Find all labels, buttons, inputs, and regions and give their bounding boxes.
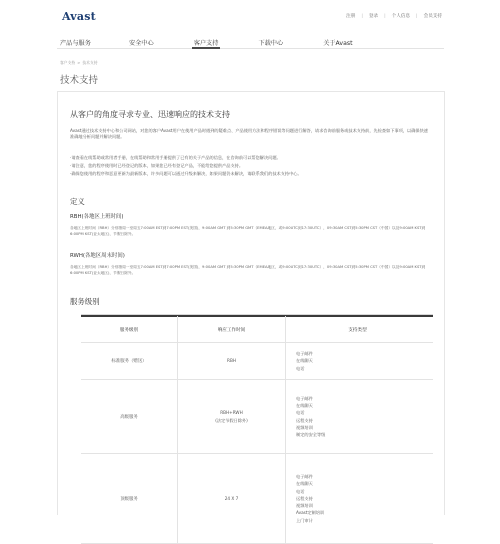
- rwh-title: RWH(各地区周末时间): [70, 253, 125, 259]
- hours-line: RBH+RWH: [220, 410, 243, 416]
- breadcrumb-separator: >: [77, 60, 81, 65]
- account-links: [346, 13, 442, 19]
- login-link[interactable]: 登录: [368, 14, 379, 19]
- support-type: 在线聊天: [296, 358, 313, 364]
- support-type: 在线聊天: [296, 403, 313, 409]
- nav-item-about[interactable]: 关于Avast: [323, 40, 353, 47]
- note-3: ·确保您使用的程序和恶意更新为最新版本，许多问题可以通过升级来解决，如果问题仍未解决，请联系我们的技术支持中心。: [70, 171, 302, 176]
- breadcrumb: [60, 60, 98, 66]
- profile-link[interactable]: 个人信息: [391, 14, 411, 19]
- note-2: ·请注意，您的程序使用时已经登记的版本，如果您已经有登记产品，不能给您提供产品支持。: [70, 163, 244, 168]
- column-header-types: 支持类型: [348, 327, 367, 333]
- hours-line: 24 X 7: [224, 495, 239, 501]
- service-level-table: [81, 314, 433, 544]
- register-link[interactable]: 注册: [346, 14, 356, 19]
- support-types-cell: [286, 454, 433, 543]
- support-type: 电话: [296, 365, 305, 371]
- main-nav: [57, 33, 444, 49]
- page-title: 技术支持: [60, 75, 99, 86]
- support-types-cell: [286, 343, 433, 379]
- top-bar: [0, 0, 500, 32]
- definitions-title: 定义: [70, 197, 85, 206]
- nav-item-downloads[interactable]: 下载中心: [258, 40, 284, 47]
- support-type: 视频培训: [296, 424, 313, 430]
- column-header-hours: 响应工作时间: [178, 316, 286, 344]
- table-header-row: [81, 315, 433, 343]
- service-level-cell: 顶级服务: [81, 454, 178, 543]
- support-type: 电话: [296, 410, 305, 416]
- support-type: 电子邮件: [296, 351, 313, 357]
- support-type: 电子邮件: [296, 395, 313, 401]
- nav-item-security-center[interactable]: 安全中心: [128, 40, 154, 47]
- support-type: 电话: [296, 488, 305, 494]
- support-type: 电子邮件: [296, 474, 313, 480]
- breadcrumb-support[interactable]: 客户支持: [60, 60, 76, 65]
- table-row: [81, 454, 433, 544]
- hours-line: RBH: [227, 358, 236, 364]
- avast-logo[interactable]: Avast: [62, 10, 96, 23]
- divider: |: [384, 13, 386, 19]
- service-level-title: 服务级别: [70, 297, 100, 306]
- support-type: 上门审计: [296, 517, 313, 523]
- member-support-link[interactable]: 会员支持: [423, 14, 442, 19]
- support-type: 视频培训: [296, 503, 313, 509]
- support-type: 制定的安全等级: [296, 431, 326, 437]
- content-panel: [57, 91, 445, 523]
- nav-item-products[interactable]: 产品与服务: [60, 40, 91, 47]
- support-types-cell: [286, 380, 433, 453]
- support-type: 远程支持: [296, 495, 313, 501]
- response-hours-cell: [178, 380, 286, 453]
- note-1: ·请查看在线帮助或常用者手册，在线帮助和常用手册提供了已有的关于产品的信息，在咨询前可以帮您解决问题。: [70, 155, 281, 160]
- breadcrumb-tech-support: 技术支持: [82, 60, 98, 65]
- nav-item-support[interactable]: 客户支持: [194, 33, 219, 48]
- support-type: 在线聊天: [296, 481, 313, 487]
- rwh-text: 各地区上班时间（RBH）分别指周一至周五7:00AM EST到7:00PM EST(美国)，9:00AM GMT 到5:30PM GMT（EMEA地区，或9:00UTC到17:30UTC），09:30AM CST到5:30PM CST（中国）以及9:00AM KST到6:00PM KST(亚太地区)，节假日除外。: [70, 265, 426, 276]
- divider: |: [361, 13, 363, 19]
- table-row: [81, 380, 433, 454]
- service-level-cell: 高级服务: [81, 380, 178, 453]
- support-type: 远程支持: [296, 417, 313, 423]
- column-header-level: 服务级别: [81, 316, 178, 344]
- lead-title: 从客户的角度寻求专业、迅速响应的技术支持: [70, 110, 230, 119]
- rbh-text: 各地区上班时间（RBH）分别指周一至周五7:00AM EST到7:00PM EST(美国)，9:00AM GMT 到5:30PM GMT（EMEA地区，或9:00UTC到17:30UTC），09:30AM CST到5:30PM CST（中国）以及9:00AM KST到6:00PM KST(亚太地区)，节假日除外。: [70, 226, 426, 237]
- support-type: Avast定制培训: [296, 510, 325, 516]
- rbh-title: RBH(各地区上班时间): [70, 214, 124, 220]
- response-hours-cell: [178, 343, 286, 379]
- table-row: [81, 343, 433, 380]
- divider: |: [416, 13, 418, 19]
- intro-text: Avast通过技术支持中心和公司网站，对您的客户Avast用户在使用产品时遇到的疑难点、产品使用方法和程序错误等问题进行解答，请求咨询前服务或技术支持前，先检查如下事项，以确保快速准确地分析问题并解决问题。: [70, 128, 428, 140]
- response-hours-cell: [178, 454, 286, 543]
- hours-line: (法定节假日除外): [215, 417, 248, 423]
- service-level-cell: 标准服务（赠送）: [81, 343, 178, 379]
